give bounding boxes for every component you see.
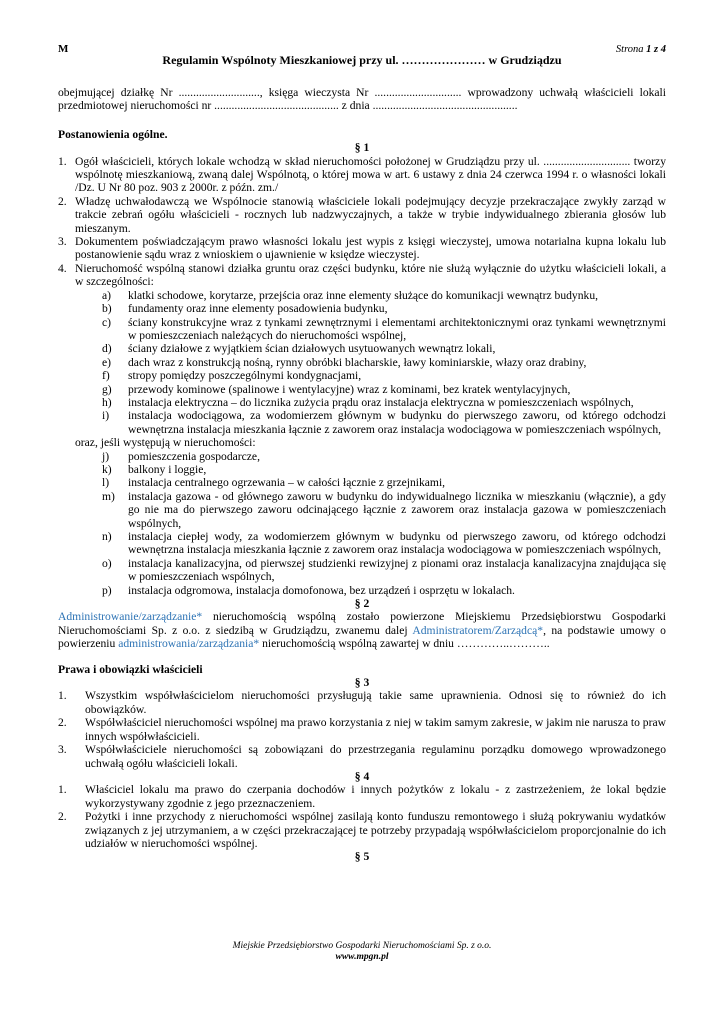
p1-sub-list-2 bbox=[58, 450, 666, 597]
list-item: 4. Nieruchomość wspólną stanowi działka gruntu oraz części budynku, które nie służą wyłącznie do użytku właścicieli lokali, a w szczególności: bbox=[58, 261, 666, 289]
footer-website: www.mpgn.pl bbox=[335, 952, 389, 962]
footer-company: Miejskie Przedsiębiorstwo Gospodarki Nieruchomościami Sp. z o.o. bbox=[232, 941, 492, 951]
sub-list-item: m) instalacja gazowa - od głównego zaworu w budynku do indywidualnego licznika w mieszkaniu (włącznie), a gdy go nie ma do pierwszego zaworu odcinającego łącznie z zaworem oraz instalacja gazowa w pomieszczeniach wspólnych, bbox=[102, 489, 666, 530]
page-footer bbox=[0, 941, 724, 963]
sub-list-item: c) ściany konstrukcyjne wraz z tynkami zewnętrznymi i elementami architektonicznymi oraz tynkami wewnętrznymi w pomieszczeniach należących do nieruchomości wspólnej, bbox=[102, 315, 666, 342]
sub-list-item: o) instalacja kanalizacyjna, od pierwszej studzienki rewizyjnej z pionami oraz instalacja kanalizacyjna znajdująca się w pomieszczeniach wspólnych, bbox=[102, 556, 666, 584]
admin-term-2: Administratorem/Zarządcą* bbox=[412, 623, 544, 637]
admin-term-1: Administrowanie/zarządzanie* bbox=[58, 610, 203, 624]
sub-list-item: g) przewody kominowe (spalinowe i wentylacyjne) wraz z kominami, bez kratek wentylacyjnych, bbox=[102, 382, 571, 396]
paragraph-mark-1: § 1 bbox=[354, 141, 370, 155]
list-item: 1. Właściciel lokalu ma prawo do czerpania dochodów i innych pożytków z lokalu - z zastrzeżeniem, że lokal będzie wykorzystywany zgodnie z jego przeznaczeniem. bbox=[58, 783, 666, 810]
intro-paragraph: obejmującej działkę Nr ............................, księga wieczysta Nr .............................. wprowadzony uchwałą właścicieli lokali przedmiotowej nieruchomości nr ........................................... z dnia .................................................. bbox=[58, 86, 666, 113]
sub-list-item: p) instalacja odgromowa, instalacja domofonowa, bez urządzeń i osprzętu w lokalach. bbox=[102, 583, 515, 597]
paragraph-mark-4: § 4 bbox=[354, 769, 370, 783]
section-title-rights: Prawa i obowiązki właścicieli bbox=[58, 662, 203, 676]
paragraph-mark-3: § 3 bbox=[354, 676, 370, 690]
document-title: Regulamin Wspólnoty Mieszkaniowej przy ul. ………………… w Grudziądzu bbox=[162, 53, 562, 67]
document-body bbox=[58, 86, 666, 864]
sub-list-item: f) stropy pomiędzy poszczególnymi kondygnacjami, bbox=[102, 369, 362, 383]
sub-list-item: l) instalacja centralnego ogrzewania – w całości łącznie z grzejnikami, bbox=[102, 476, 446, 490]
list-item: 3. Współwłaściciele nieruchomości są zobowiązani do przestrzegania regulaminu porządku domowego wprowadzonego uchwałą ogółu właścicieli lokali. bbox=[58, 743, 666, 770]
p1-list bbox=[58, 155, 666, 289]
oraz-line: oraz, jeśli występują w nieruchomości: bbox=[75, 436, 256, 450]
sub-list-item: e) dach wraz z konstrukcją nośną, rynny obróbki blacharskie, ławy kominiarskie, włazy oraz drabiny, bbox=[102, 355, 587, 369]
sub-list-item: d) ściany działowe z wyjątkiem ścian działowych usytuowanych wewnątrz lokali, bbox=[102, 342, 496, 356]
sub-list-item: i) instalacja wodociągowa, za wodomierzem głównym w budynku do pierwszego zaworu, od którego odchodzi wewnętrzna instalacja mieszkania łącznie z zaworem oraz instalacja wodociągowa w pomieszczeniach wspólnych, bbox=[102, 409, 666, 436]
section-title-general: Postanowienia ogólne. bbox=[58, 127, 168, 141]
sub-list-item: a) klatki schodowe, korytarze, przejścia oraz inne elementy służące do komunikacji wewnątrz budynku, bbox=[102, 288, 599, 302]
sub-list-item: n) instalacja ciepłej wody, za wodomierzem głównym w budynku od pierwszego zaworu, od którego odchodzi wewnętrzna instalacja mieszkania łącznie z zaworem oraz instalacja wodociągowa w pomieszczeniach wspólnych, bbox=[102, 530, 666, 557]
list-item: 2. Współwłaściciel nieruchomości wspólnej ma prawo korzystania z niej w takim samym zakresie, w jakim nie narusza to praw innych współwłaścicieli. bbox=[58, 716, 666, 743]
list-item: 1. Ogół właścicieli, których lokale wchodzą w skład nieruchomości położonej w Grudziądzu przy ul. .............................. tworzy wspólnotę mieszkaniową, zwaną dalej Wspólnotą, o której mowa w art. 6 ustawy z dnia 24 czerwca 1994 r. o własności lokali /Dz. U Nr 80 poz. 903 z 2000r. z późn. zm./ bbox=[58, 154, 666, 195]
sub-list-item: j) pomieszczenia gospodarcze, bbox=[102, 449, 260, 463]
p1-sub-list bbox=[58, 289, 666, 436]
sub-list-item: b) fundamenty oraz inne elementy posadowienia budynku, bbox=[102, 302, 388, 316]
admin-term-3: administrowania/zarządzania* bbox=[118, 637, 260, 651]
page-num: 1 z 4 bbox=[646, 44, 666, 55]
paragraph-mark-5: § 5 bbox=[354, 850, 370, 864]
list-item: 1. Wszystkim współwłaścicielom nieruchomości przysługują takie same uprawnienia. Odnosi się to również do ich obowiązków. bbox=[58, 689, 666, 716]
list-item: 2. Władzę uchwałodawczą we Wspólnocie stanowią właściciele lokali podejmujący decyzje przekraczające zwykły zarząd w trakcie zebrań ogółu właścicieli - rocznych lub nadzwyczajnych, a także w trybie indywidualnego zbierania głosów lub mieszanym. bbox=[58, 194, 666, 235]
page-label: Strona bbox=[615, 44, 644, 55]
p3-list bbox=[58, 689, 666, 769]
list-item: 2. Pożytki i inne przychody z nieruchomości wspólnej zasilają konto funduszu remontowego i służą pokrywaniu wydatków związanych z jej utrzymaniem, a w części przekraczającej te potrzeby przypadają współwłaścicielom proporcjonalnie do ich udziałów w nieruchomości wspólnej. bbox=[58, 810, 666, 850]
header-mark: M bbox=[58, 43, 69, 55]
list-item: 3. Dokumentem poświadczającym prawo własności lokalu jest wypis z księgi wieczystej, umowa notarialna kupna lokalu lub postanowienie sądu wraz z wnioskiem o ujawnienie w księdze wieczystej. bbox=[58, 235, 666, 262]
sub-list-item: k) balkony i loggie, bbox=[102, 462, 207, 476]
p2-paragraph: Administrowanie/zarządzanie* nieruchomością wspólną zostało powierzone Miejskiemu Przedsiębiorstwu Gospodarki Nieruchomościami Sp. z o.o. z siedzibą w Grudziądzu, zwanemu dalej Administratorem/Zarządcą*, na podstawie umowy o powierzeniu administrowania/zarządzania* nieruchomością wspólną zawartej w dniu …………..……….. bbox=[58, 610, 666, 651]
p4-list bbox=[58, 783, 666, 850]
sub-list-item: h) instalacja elektryczna – do licznika zużycia prądu oraz instalacja elektryczna w pomieszczeniach wspólnych, bbox=[102, 395, 634, 409]
paragraph-mark-2: § 2 bbox=[354, 597, 370, 611]
